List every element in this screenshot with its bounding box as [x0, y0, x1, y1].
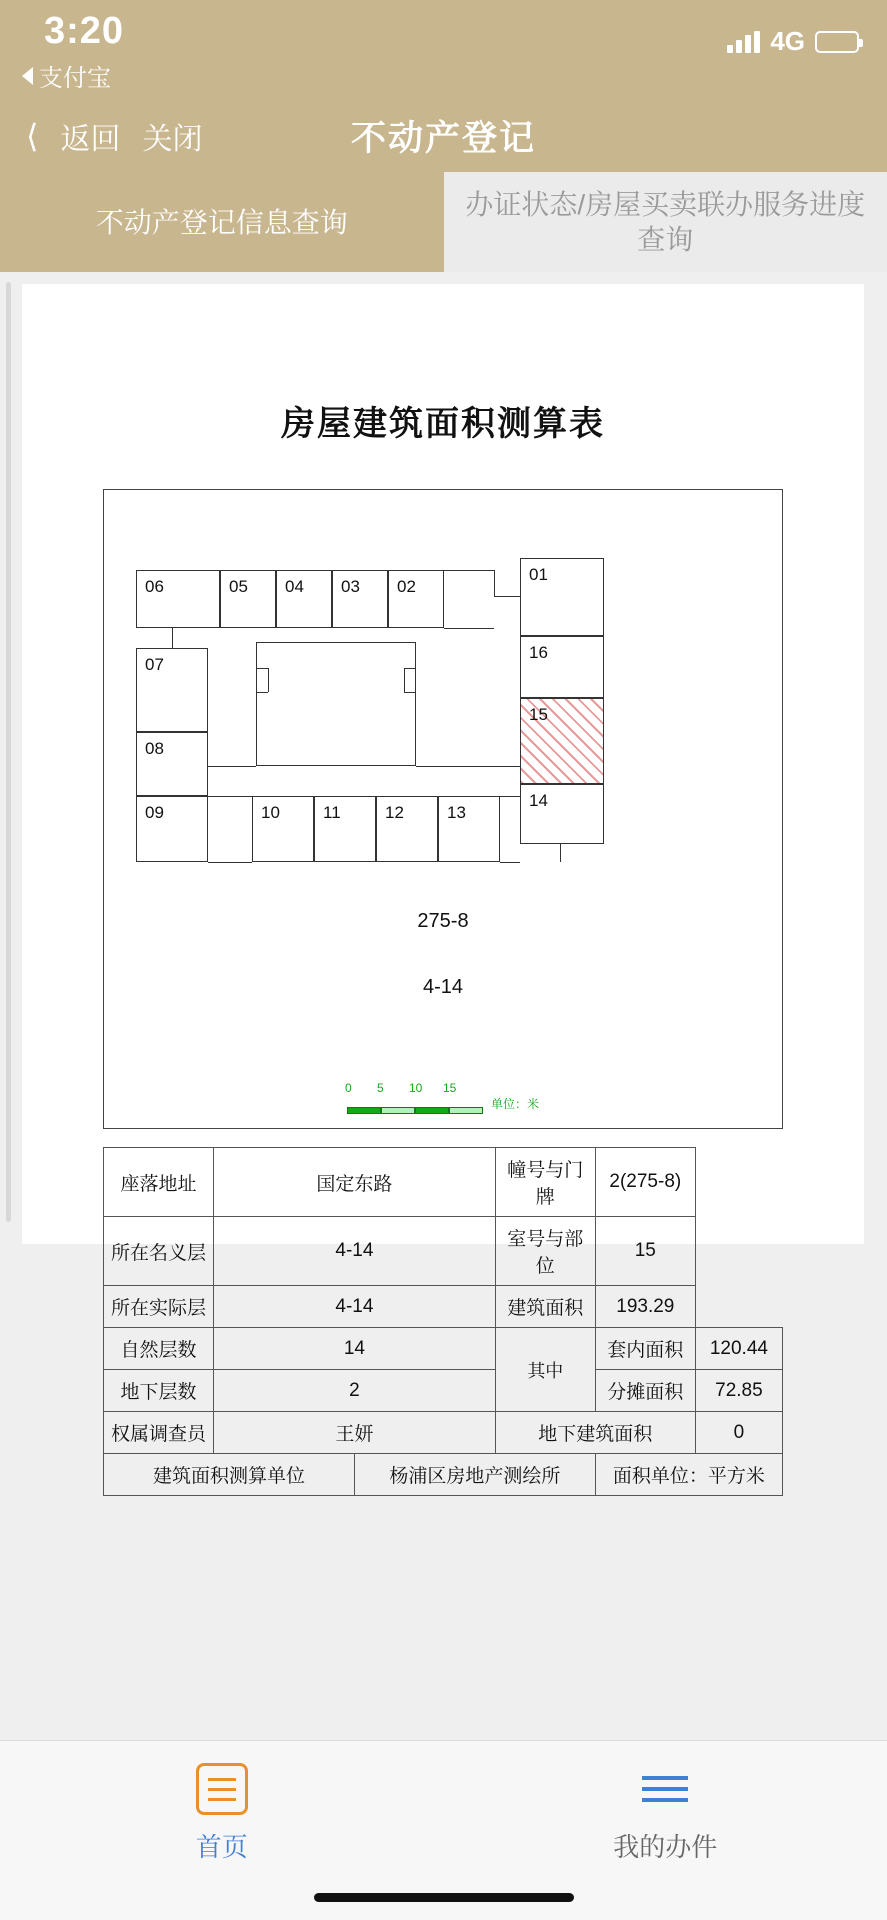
- cell-label-floor-count: 自然层数: [104, 1328, 214, 1370]
- nav-back-button[interactable]: 返回: [60, 123, 121, 156]
- bottom-tab-my-applications[interactable]: [444, 1763, 887, 1864]
- table-row: [104, 1454, 783, 1496]
- table-row: [104, 1370, 783, 1412]
- plan-room-03: 03: [332, 570, 388, 628]
- back-triangle-icon: [22, 67, 33, 85]
- plan-courtyard: [256, 642, 416, 766]
- status-bar: [0, 0, 887, 100]
- plan-room-16: 16: [520, 636, 604, 698]
- plan-room-05: 05: [220, 570, 276, 628]
- plan-room-11: 11: [314, 796, 376, 862]
- document-title: 房屋建筑面积测算表: [281, 405, 605, 443]
- plan-room-08: 08: [136, 732, 208, 796]
- cell-value-basement-count: 2: [214, 1370, 496, 1412]
- bottom-tab-home[interactable]: [0, 1763, 444, 1864]
- cell-value-shared-area: 72.85: [695, 1370, 782, 1412]
- cell-value-address: 国定东路: [214, 1148, 496, 1217]
- scale-bar: 0 5 10 15 单位：米: [347, 1097, 539, 1114]
- nav-close-button[interactable]: 关闭: [142, 123, 203, 156]
- signal-bars-icon: [727, 31, 760, 53]
- scrollbar[interactable]: [6, 282, 11, 1222]
- bottom-tab-home-label: 首页: [195, 1832, 248, 1862]
- battery-icon: [815, 31, 859, 53]
- plan-floor-label: 4-14: [422, 976, 464, 998]
- table-row: [104, 1217, 783, 1286]
- plan-room-15-highlight: 15: [520, 698, 604, 784]
- tab-registration-query[interactable]: 不动产登记信息查询: [0, 172, 444, 272]
- cell-value-actual-floor: 4-14: [214, 1286, 496, 1328]
- cell-value-building-area: 193.29: [595, 1286, 695, 1328]
- back-chevron-icon[interactable]: ⟨: [26, 118, 39, 154]
- bottom-tab-bar: [0, 1740, 887, 1920]
- floor-plan-diagram: [103, 489, 783, 1129]
- cell-area-unit: 面积单位：平方米: [595, 1454, 782, 1496]
- cell-value-floor-count: 14: [214, 1328, 496, 1370]
- cell-label-inner-area: 套内面积: [595, 1328, 695, 1370]
- status-time: 3:20: [44, 10, 125, 52]
- cell-group-mark: 其中: [495, 1328, 595, 1412]
- table-row: [104, 1412, 783, 1454]
- cell-value-survey-unit: 杨浦区房地产测绘所: [354, 1454, 595, 1496]
- cell-label-shared-area: 分摊面积: [595, 1370, 695, 1412]
- cell-value-inner-area: 120.44: [695, 1328, 782, 1370]
- cell-value-surveyor: 王妍: [214, 1412, 496, 1454]
- cell-label-nominal-floor: 所在名义层: [104, 1217, 214, 1286]
- certificate-document: [22, 284, 864, 1487]
- plan-room-13: 13: [438, 796, 500, 862]
- cell-value-nominal-floor: 4-14: [214, 1217, 496, 1286]
- plan-room-14: 14: [520, 784, 604, 844]
- return-to-app-link[interactable]: [22, 58, 111, 93]
- cell-label-surveyor: 权属调查员: [104, 1412, 214, 1454]
- cell-label-room-no: 室号与部位: [495, 1217, 595, 1286]
- document-scroll-area[interactable]: [0, 272, 887, 1740]
- cell-value-room-no: 15: [595, 1217, 695, 1286]
- list-icon: [639, 1763, 691, 1815]
- home-indicator: [314, 1893, 574, 1902]
- tab-progress-query[interactable]: 办证状态/房屋买卖联办服务进度查询: [444, 172, 887, 272]
- plan-room-02: 02: [388, 570, 444, 628]
- area-info-table: [103, 1147, 783, 1496]
- plan-building-label: 275-8: [417, 910, 469, 932]
- home-icon: [196, 1763, 248, 1815]
- back-app-label: 支付宝: [39, 65, 111, 92]
- plan-room-10: 10: [252, 796, 314, 862]
- cell-label-building-area: 建筑面积: [495, 1286, 595, 1328]
- cell-label-actual-floor: 所在实际层: [104, 1286, 214, 1328]
- nav-left-group: [26, 114, 202, 158]
- cell-label-address: 座落地址: [104, 1148, 214, 1217]
- plan-room-12: 12: [376, 796, 438, 862]
- tab-bar: [0, 172, 887, 272]
- plan-room-01: 01: [520, 558, 604, 636]
- page-title: 不动产登记: [350, 119, 537, 158]
- table-row: [104, 1328, 783, 1370]
- plan-room-04: 04: [276, 570, 332, 628]
- cell-label-building-no: 幢号与门牌: [495, 1148, 595, 1217]
- table-row: [104, 1286, 783, 1328]
- network-label: 4G: [770, 26, 805, 56]
- cell-value-building-no: 2(275-8): [595, 1148, 695, 1217]
- scale-unit-label: 单位：米: [490, 1097, 540, 1111]
- cell-label-underground-area: 地下建筑面积: [495, 1412, 695, 1454]
- cell-value-underground-area: 0: [695, 1412, 782, 1454]
- status-indicators: [727, 26, 859, 57]
- nav-bar: [0, 100, 887, 172]
- plan-room-06: 06: [136, 570, 220, 628]
- cell-label-basement-count: 地下层数: [104, 1370, 214, 1412]
- cell-label-survey-unit: 建筑面积测算单位: [104, 1454, 355, 1496]
- plan-room-07: 07: [136, 648, 208, 732]
- table-row: [104, 1148, 783, 1217]
- plan-room-09: 09: [136, 796, 208, 862]
- bottom-tab-my-applications-label: 我的办件: [613, 1832, 718, 1862]
